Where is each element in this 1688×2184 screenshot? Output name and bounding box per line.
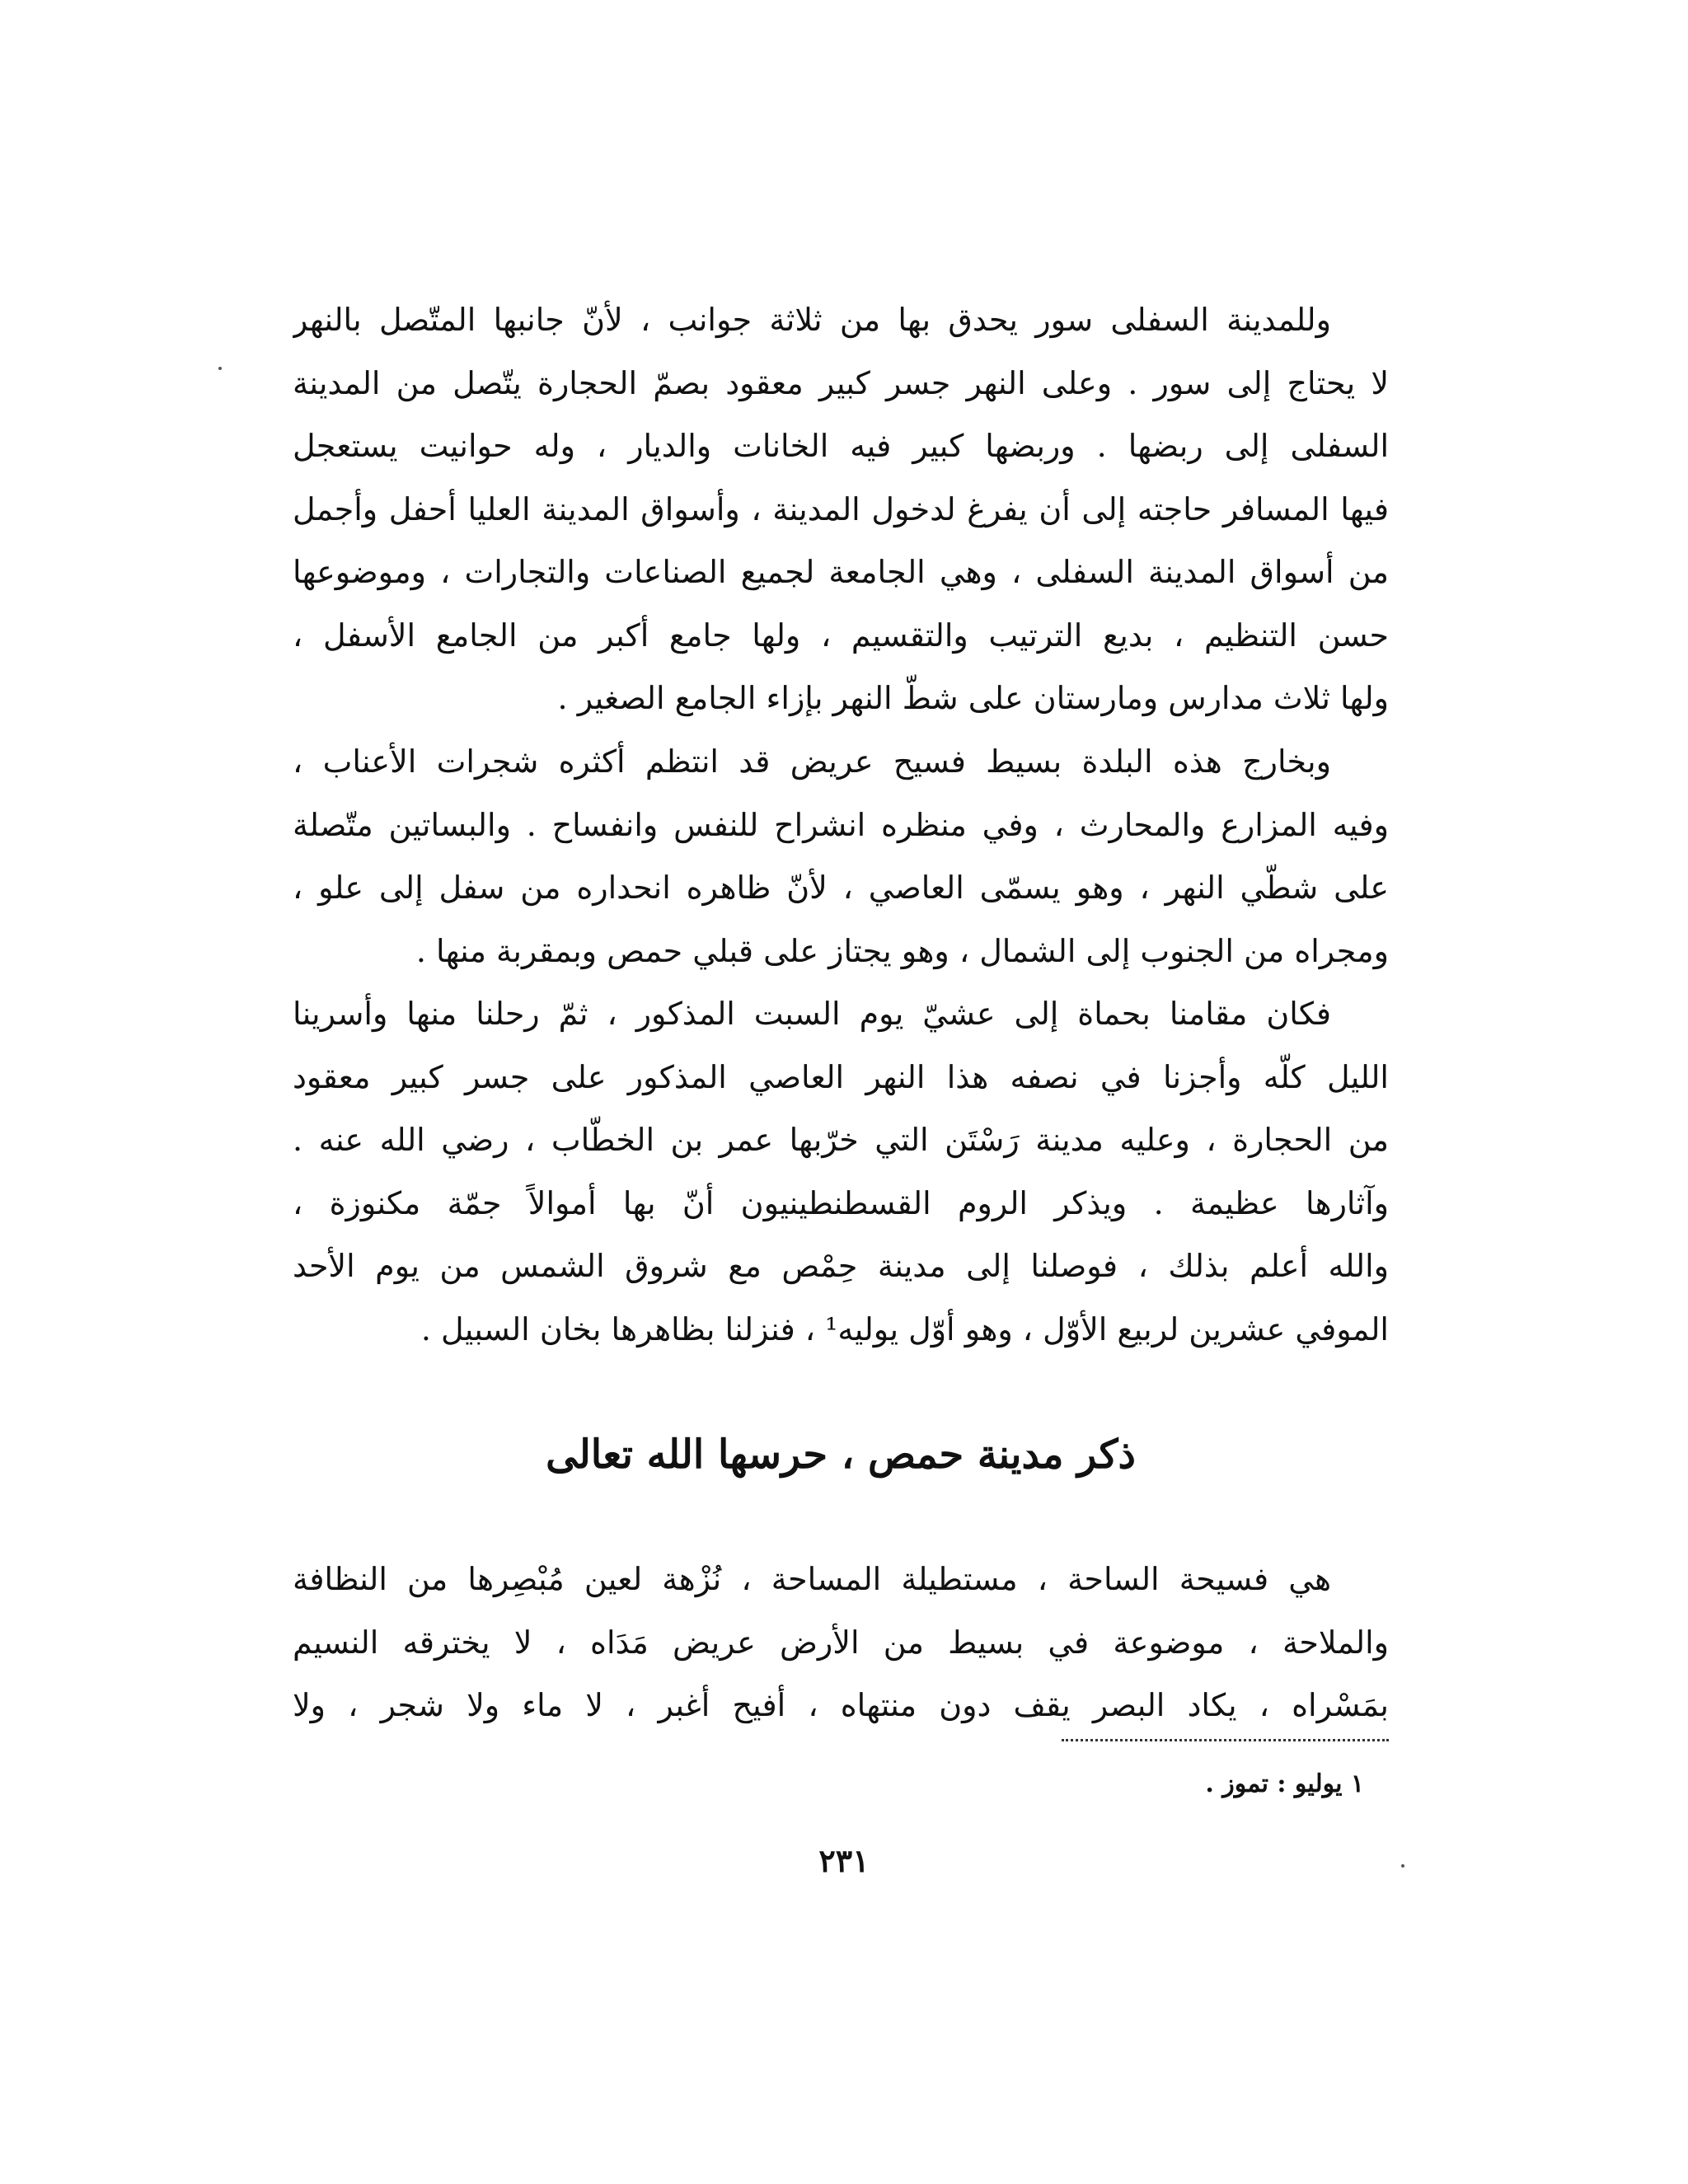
paragraph-4: [293, 1548, 1389, 1737]
text-line: الليل كلّه وأجزنا في نصفه هذا النهر العاصي المذكور على جسر كبير معقود: [293, 1058, 1389, 1095]
text-line: ولها ثلاث مدارس ومارستان على شطّ النهر بإزاء الجامع الصغير .: [557, 680, 1389, 716]
footnote-divider: [1062, 1739, 1389, 1741]
paragraph-1: [293, 288, 1389, 730]
text-line: الموفي عشرين لربيع الأوّل ، وهو أوّل يوليه¹ ، فنزلنا بظاهرها بخان السبيل .: [420, 1310, 1389, 1347]
text-line: حسن التنظيم ، بديع الترتيب والتقسيم ، ولها جامع أكبر من الجامع الأسفل ،: [293, 616, 1389, 654]
text-line: وبخارج هذه البلدة بسيط فسيح عريض قد انتظم أكثره شجرات الأعناب ،: [293, 743, 1331, 780]
section-heading: ذكر مدينة حمص ، حرسها الله تعالى: [546, 1432, 1136, 1478]
text-line: من أسواق المدينة السفلى ، وهي الجامعة لجميع الصناعات والتجارات ، وموضوعها: [293, 554, 1389, 590]
text-line: هي فسيحة الساحة ، مستطيلة المساحة ، نُزْهة لعين مُبْصِرها من النظافة: [293, 1561, 1331, 1597]
text-line: السفلى إلى ربضها . وربضها كبير فيه الخانات والديار ، وله حوانيت يستعجل: [293, 428, 1389, 464]
page-number: ٢٣١: [818, 1842, 870, 1879]
text-line: فيها المسافر حاجته إلى أن يفرغ لدخول المدينة ، وأسواق المدينة العليا أحفل وأجمل: [293, 490, 1389, 527]
text-line: والله أعلم بذلك ، فوصلنا إلى مدينة حِمْص مع شروق الشمس من يوم الأحد: [293, 1248, 1389, 1284]
text-line: لا يحتاج إلى سور . وعلى النهر جسر كبير معقود بصمّ الحجارة يتّصل من المدينة: [293, 364, 1389, 401]
text-line: بمَسْراه ، يكاد البصر يقف دون منتهاه ، أفيح أغبر ، لا ماء ولا شجر ، ولا: [293, 1687, 1389, 1723]
footnote: ١ يوليو : تموز .: [1205, 1769, 1364, 1798]
text-line: على شطّي النهر ، وهو يسمّى العاصي ، لأنّ ظاهره انحداره من سفل إلى علو ،: [293, 869, 1389, 906]
text-line: والملاحة ، موضوعة في بسيط من الأرض عريض مَدَاه ، لا يخترقه النسيم: [293, 1624, 1389, 1661]
text-line: وللمدينة السفلى سور يحدق بها من ثلاثة جوانب ، لأنّ جانبها المتّصل بالنهر: [293, 302, 1331, 338]
paragraph-2: [293, 730, 1389, 982]
scan-speck: [218, 367, 222, 370]
text-line: وآثارها عظيمة . ويذكر الروم القسطنطينيون أنّ بها أموالاً جمّة مكنوزة ،: [293, 1184, 1389, 1221]
scan-speck: [1401, 1864, 1404, 1868]
paragraph-3: [293, 982, 1389, 1361]
text-line: ومجراه من الجنوب إلى الشمال ، وهو يجتاز على قبلي حمص وبمقربة منها .: [415, 932, 1389, 969]
text-line: وفيه المزارع والمحارث ، وفي منظره انشراح للنفس وانفساح . والبساتين متّصلة: [293, 806, 1389, 843]
text-line: فكان مقامنا بحماة إلى عشيّ يوم السبت المذكور ، ثمّ رحلنا منها وأسرينا: [293, 996, 1331, 1032]
text-line: من الحجارة ، وعليه مدينة رَسْتَن التي خرّبها عمر بن الخطّاب ، رضي الله عنه .: [293, 1122, 1389, 1158]
